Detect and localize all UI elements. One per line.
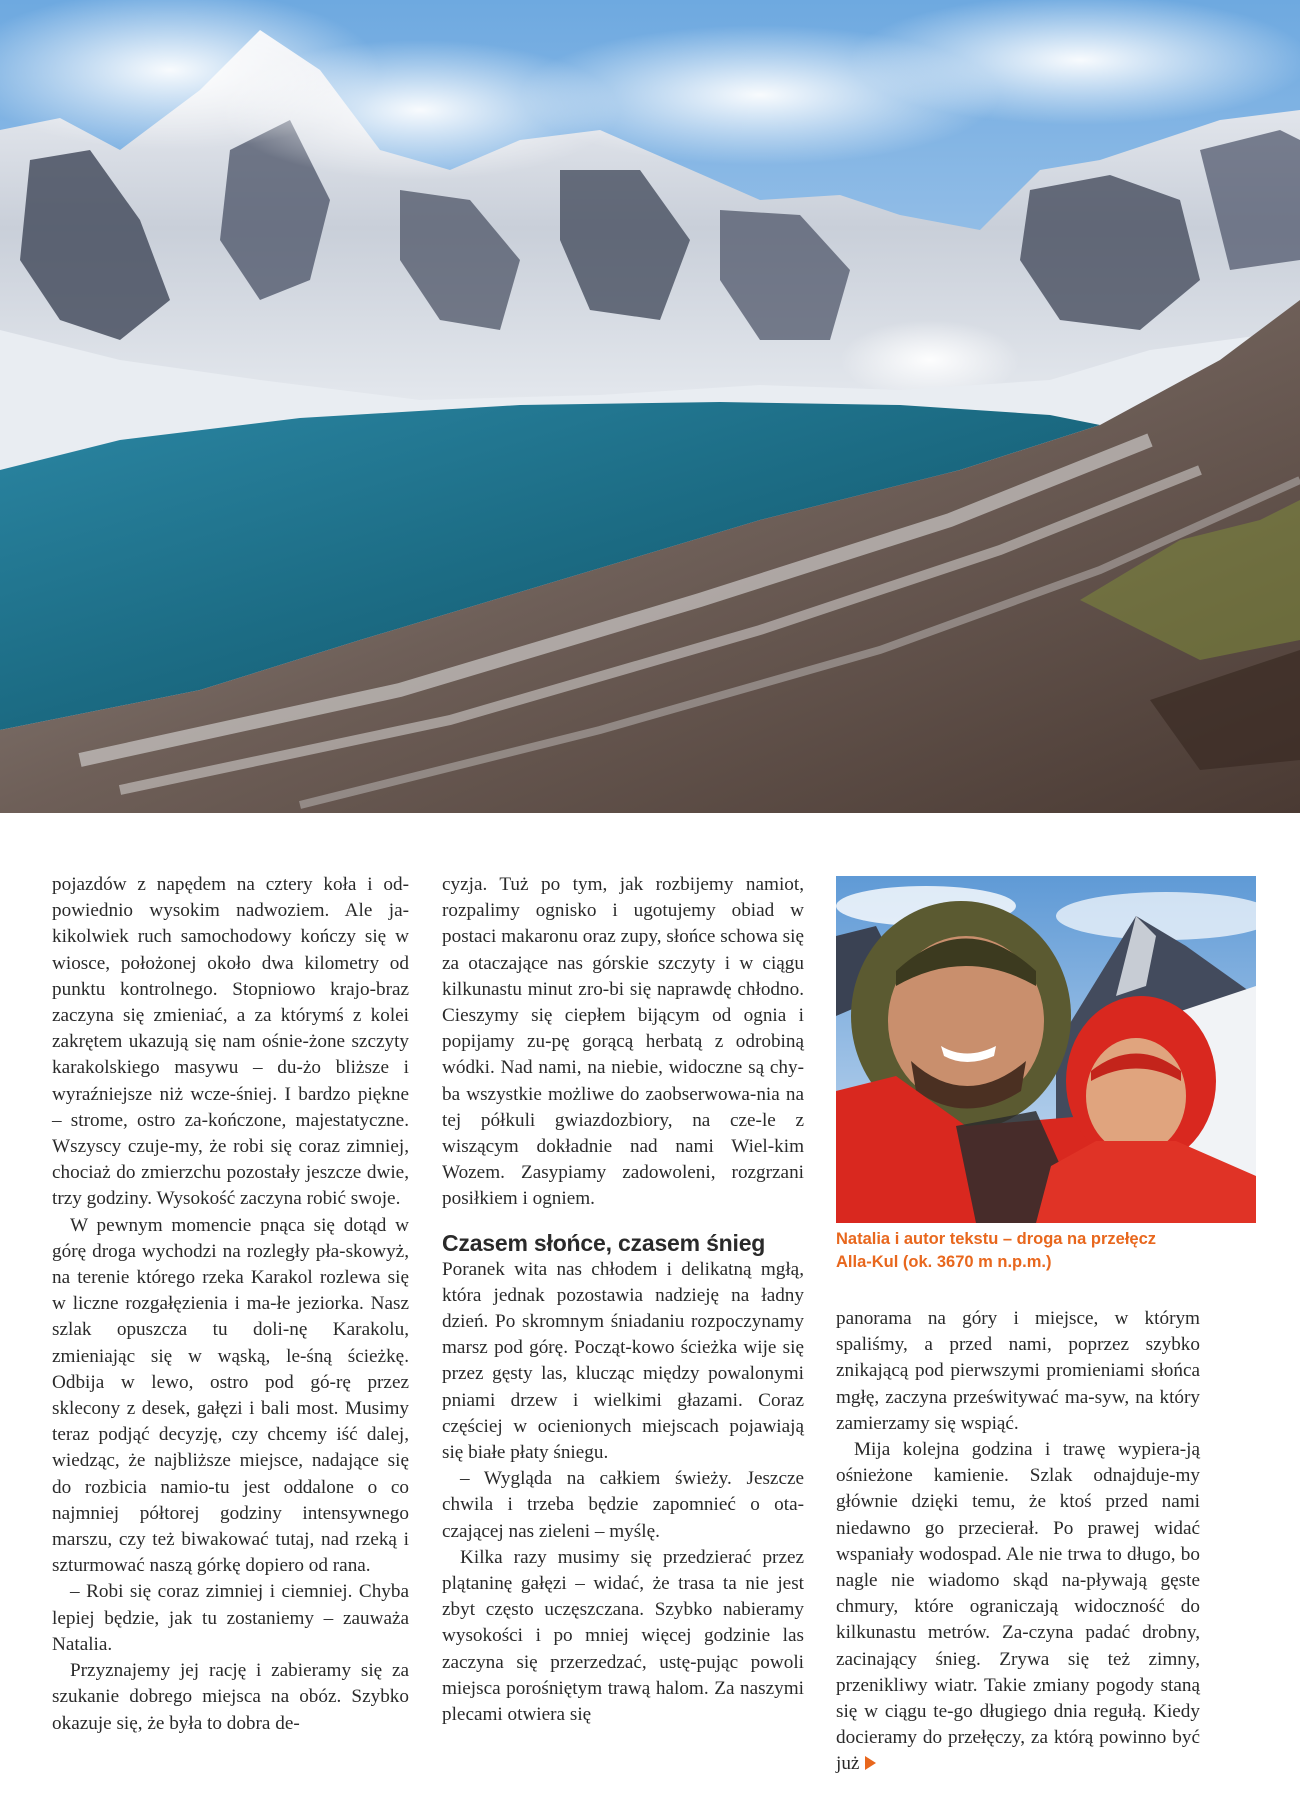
paragraph: panorama na góry i miejsce, w którym spaliśmy, a przed nami, poprzez szybko znikającą pod pierwszymi promieniami słońca mgłę, zaczyna prześwitywać ma-syw, na który zamierzamy się wspiąć. <box>836 1308 1200 1434</box>
photo-caption <box>836 1228 1256 1274</box>
portrait-photo <box>836 876 1256 1223</box>
caption-line: Alla-Kul (ok. 3670 m n.p.m.) <box>836 1253 1052 1271</box>
mountain-lake-illustration <box>0 0 1300 813</box>
hikers-illustration <box>836 876 1256 1223</box>
caption-line: Natalia i autor tekstu – droga na przełęcz <box>836 1230 1157 1248</box>
text-column-1 <box>52 872 409 1737</box>
paragraph-text: Mija kolejna godzina i trawę wypiera-ją ośnieżone kamienie. Szlak odnajduje-my głównie dzięki temu, że ktoś przed nami niedawno go przecierał. Po prawej widać wspaniały wodospad. Ale nie trwa to długo, bo nagle nie wiadomo skąd na-pływają gęste chmury, które ograniczają widoczność do kilkunastu metrów. Za-czyna padać drobny, zacinający śnieg. Zrywa się też zimny, przenikliwy wiatr. Takie zmiany pogody staną się w ciągu te-go długiego dnia regułą. Kiedy docieramy do przełęczy, za którą powinno być już <box>836 1439 1200 1775</box>
continue-arrow-icon <box>865 1756 876 1770</box>
paragraph: Przyznajemy jej rację i zabieramy się za szukanie dobrego miejsca na obóz. Szybko okazuje się, że była to dobra de- <box>52 1660 409 1734</box>
hero-photo <box>0 0 1300 813</box>
text-column-3 <box>836 1306 1200 1778</box>
paragraph: Poranek wita nas chłodem i delikatną mgłą, która jednak pozostawia nadzieję na ładny dzień. Po skromnym śniadaniu rozpoczynamy marsz pod górę. Począt-kowo ścieżka wije się przez gęsty las, klucząc między powalonymi pniami drzew i wielkimi głazami. Coraz częściej w ocienionych miejscach pojawiają się białe płaty śniegu. <box>442 1258 804 1464</box>
section-heading: Czasem słońce, czasem śnieg <box>442 1229 766 1256</box>
paragraph: W pewnym momencie pnąca się dotąd w górę droga wychodzi na rozległy pła-skowyż, na terenie którego rzeka Karakol rozlewa się w liczne rozgałęzienia i ma-łe jeziorka. Nasz szlak opuszcza tu doli-nę Karakolu, zmieniając się w wąską, le-śną ścieżkę. Odbija w lewo, ostro pod gó-rę przez sklecony z desek, gałęzi i bali most. Musimy teraz podjąć decyzję, czy chcemy iść dalej, wiedząc, że najbliższe miejsce, nadające się do rozbicia namio-tu jest oddalone o co najmniej półtorej godziny intensywnego marszu, czy też biwakować tutaj, nad rzeką i szturmować naszą górkę dopiero od rana. <box>52 1214 409 1577</box>
text-column-2 <box>442 872 804 1728</box>
paragraph <box>836 1437 1200 1778</box>
paragraph: cyzja. Tuż po tym, jak rozbijemy namiot, rozpalimy ognisko i ugotujemy obiad w postaci makaronu oraz zupy, słońce schowa się za otaczające nas górskie szczyty i w ciągu kilkunastu minut zro-bi się naprawdę chłodno. Cieszymy się ciepłem bijącym od ognia i popijamy zu-pę gorącą herbatą z odrobiną wódki. Nad nami, na niebie, widoczne są chy-ba wszystkie możliwe do zaobserwowa-nia na tej półkuli gwiazdozbiory, na cze-le z wiszącym dokładnie nad nami Wiel-kim Wozem. Zasypiamy zadowoleni, rozgrzani posiłkiem i ogniem. <box>442 874 804 1210</box>
paragraph: Kilka razy musimy się przedzierać przez plątaninę gałęzi – widać, że trasa ta nie jest zbyt często uczęszczana. Szybko nabieramy wysokości i po mniej więcej godzinie las zaczyna się przerzedzać, ustę-pując powoli miejsca porośniętym trawą halom. Za naszymi plecami otwiera się <box>442 1546 804 1726</box>
paragraph: – Wygląda na całkiem świeży. Jeszcze chwila i trzeba będzie zapomnieć o ota-czającej nas zieleni – myślę. <box>442 1468 804 1542</box>
paragraph: – Robi się coraz zimniej i ciemniej. Chyba lepiej będzie, jak tu zostaniemy – zauważa Natalia. <box>52 1581 409 1655</box>
paragraph: pojazdów z napędem na cztery koła i od-powiednio wysokim nadwoziem. Ale ja-kikolwiek ruch samochodowy kończy się w wiosce, położonej około dwa kilometry od punktu kontrolnego. Stopniowo krajo-braz zaczyna się zmieniać, a za którymś z kolei zakrętem ukazują się nam ośnie-żone szczyty karakolskiego masywu – du-żo bliższe i wyraźniejsze niż wcze-śniej. I bardzo piękne – strome, ostro za-kończone, majestatyczne. Wszyscy czuje-my, że robi się coraz zimniej, chociaż do zmierzchu pozostały jeszcze dwie, trzy godziny. Wysokość zaczyna robić swoje. <box>52 874 409 1210</box>
